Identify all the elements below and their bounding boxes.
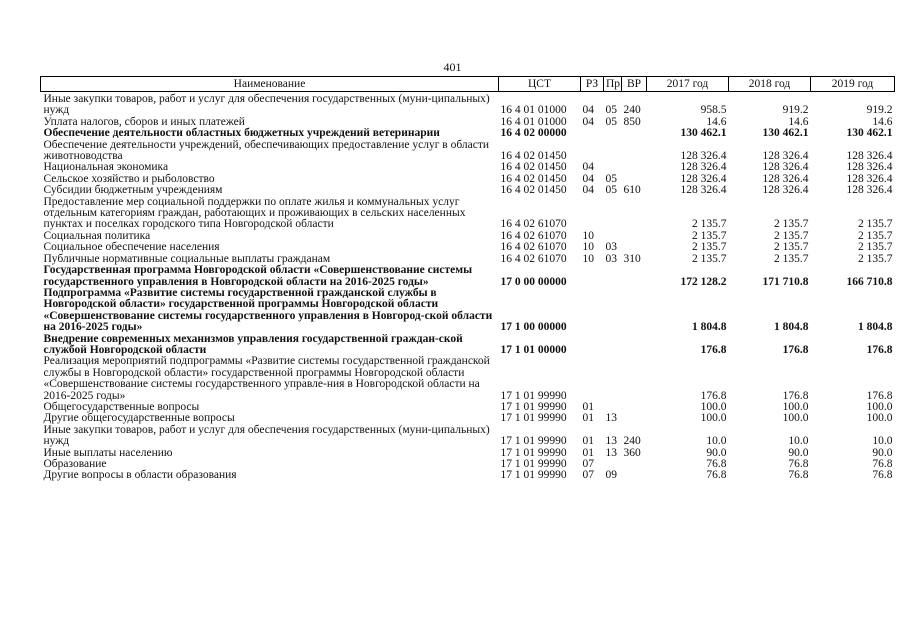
header-name: Наименование (41, 77, 499, 92)
row-2017: 176.8 (700, 343, 727, 356)
row-2019: 100.0 (866, 412, 893, 425)
row-vr (622, 334, 647, 357)
row-pr (604, 288, 622, 334)
row-cst: 16 4 02 01450 (500, 161, 567, 174)
row-2017: 90.0 (706, 446, 727, 459)
row-cst: 16 4 01 01000 (500, 115, 567, 128)
row-name: Сельское хозяйство и рыболовство (43, 172, 215, 185)
row-name: Реализация мероприятий подпрограммы «Развитие системы государственной гражданской службы в Новгородской области» государственной программы Новгородской области «Совершенствование системы государственного управле-ния в Новгородской области на 2016-2025 годы» (43, 355, 490, 402)
row-2018: 1 804.8 (774, 321, 809, 334)
row-2019: 2 135.7 (858, 252, 893, 265)
row-pr: 09 (605, 469, 617, 482)
row-2018: 128 326.4 (762, 172, 809, 185)
row-name: Иные закупки товаров, работ и услуг для обеспечения государственных (муни-ципальных) нужд (43, 423, 490, 448)
row-cst: 16 4 01 01000 (500, 104, 567, 117)
row-2019: 76.8 (872, 458, 893, 470)
row-2019: 10.0 (872, 435, 893, 448)
row-vr: 240 (623, 104, 641, 117)
row-2017: 172 128.2 (680, 275, 727, 288)
row-vr (622, 459, 647, 470)
row-rz (581, 288, 604, 334)
row-2018: 128 326.4 (762, 184, 809, 197)
header-cst: ЦСТ (499, 77, 581, 92)
row-cst: 16 4 02 01450 (500, 172, 567, 185)
row-pr (604, 265, 622, 288)
table-row (41, 242, 895, 253)
row-2019: 128 326.4 (846, 161, 893, 174)
row-cst: 16 4 02 61070 (500, 218, 567, 231)
table-row (41, 140, 895, 163)
row-2018: 176.8 (782, 389, 809, 402)
row-2018: 130 462.1 (762, 127, 809, 140)
row-2017: 128 326.4 (680, 161, 727, 174)
row-rz (581, 356, 604, 402)
row-rz: 04 (582, 161, 594, 174)
row-cst: 17 1 01 99990 (500, 435, 567, 448)
row-pr: 05 (605, 104, 617, 117)
row-2018: 90.0 (788, 446, 809, 459)
row-rz: 07 (582, 458, 594, 470)
row-2017: 2 135.7 (692, 218, 727, 231)
row-rz: 04 (582, 104, 594, 117)
header-vr: ВР (622, 77, 647, 92)
row-cst: 17 1 01 00000 (500, 343, 567, 356)
row-name: Предоставление мер социальной поддержки по оплате жилья и коммунальных услуг отдельным категориям граждан, работающих и проживающих в сельских населенных пунктах и поселках городского типа Новгородской области (43, 195, 466, 231)
row-pr (604, 197, 622, 231)
table-row (41, 92, 895, 117)
header-2019: 2019 год (811, 77, 895, 92)
row-2018: 128 326.4 (762, 161, 809, 174)
row-pr: 13 (605, 412, 617, 425)
row-rz (581, 265, 604, 288)
row-name: Социальное обеспечение населения (43, 241, 220, 254)
row-rz (581, 334, 604, 357)
table-row (41, 185, 895, 196)
row-vr (622, 288, 647, 334)
row-2019: 128 326.4 (846, 184, 893, 197)
row-pr: 03 (605, 241, 617, 254)
row-2019: 1 804.8 (858, 321, 893, 334)
row-rz: 01 (582, 446, 594, 459)
row-name: Национальная экономика (43, 161, 169, 174)
row-pr: 03 (605, 252, 617, 265)
row-rz: 10 (582, 252, 594, 265)
row-name: Субсидии бюджетным учреждениям (43, 184, 223, 197)
row-rz: 04 (582, 184, 594, 197)
row-rz: 01 (582, 400, 594, 413)
row-2018: 76.8 (788, 469, 809, 482)
table-row (41, 470, 895, 481)
row-cst: 17 1 01 99990 (500, 469, 567, 482)
row-cst: 16 4 02 01450 (500, 184, 567, 197)
row-vr (622, 140, 647, 163)
budget-table (40, 76, 895, 482)
row-rz (581, 197, 604, 231)
row-name: Обеспечение деятельности областных бюджетных учреждений ветеринарии (43, 127, 440, 140)
table-row (41, 288, 895, 334)
row-2017: 100.0 (700, 412, 727, 425)
row-cst: 17 1 01 99990 (500, 458, 567, 470)
row-cst: 16 4 02 00000 (500, 127, 567, 140)
row-vr (622, 128, 647, 139)
row-vr (622, 231, 647, 242)
row-2017: 128 326.4 (680, 184, 727, 197)
row-2019: 76.8 (872, 469, 893, 482)
row-vr: 240 (623, 435, 641, 448)
row-vr (622, 470, 647, 481)
row-name: Публичные нормативные социальные выплаты гражданам (43, 252, 331, 265)
row-2019: 166 710.8 (846, 275, 893, 288)
row-2018: 100.0 (782, 412, 809, 425)
row-2018: 2 135.7 (774, 229, 809, 242)
header-rz: РЗ (581, 77, 604, 92)
table-row (41, 425, 895, 448)
row-vr (622, 197, 647, 231)
row-vr: 360 (623, 446, 641, 459)
row-cst: 16 4 02 61070 (500, 229, 567, 242)
row-2019: 130 462.1 (846, 127, 893, 140)
row-2017: 14.6 (706, 115, 727, 128)
row-2017: 10.0 (706, 435, 727, 448)
row-vr (622, 356, 647, 402)
row-2019: 128 326.4 (846, 172, 893, 185)
table-row (41, 197, 895, 231)
table-body (41, 92, 895, 482)
table-row (41, 334, 895, 357)
header-pr: Пр (604, 77, 622, 92)
row-2019: 128 326.4 (846, 150, 893, 163)
header-2017: 2017 год (647, 77, 729, 92)
row-2018: 128 326.4 (762, 150, 809, 163)
row-vr: 610 (623, 184, 641, 197)
row-vr (622, 265, 647, 288)
row-vr: 310 (623, 252, 641, 265)
row-2019: 100.0 (866, 400, 893, 413)
row-cst: 16 4 02 61070 (500, 252, 567, 265)
row-pr (604, 334, 622, 357)
row-name: Другие вопросы в области образования (43, 469, 237, 482)
row-name: Внедрение современных механизмов управления государственной граждан-ской службой Новгородской области (43, 332, 463, 356)
row-pr (604, 356, 622, 402)
row-2017: 2 135.7 (692, 229, 727, 242)
row-2019: 176.8 (866, 343, 893, 356)
row-cst: 16 4 02 61070 (500, 241, 567, 254)
row-pr: 05 (605, 115, 617, 128)
row-2017: 130 462.1 (680, 127, 727, 140)
row-vr (622, 162, 647, 173)
row-cst: 17 1 01 99990 (500, 412, 567, 425)
row-2017: 128 326.4 (680, 172, 727, 185)
row-2018: 176.8 (782, 343, 809, 356)
row-2018: 2 135.7 (774, 218, 809, 231)
row-name: Общегосударственные вопросы (43, 400, 200, 413)
budget-table-container (40, 76, 894, 482)
row-2017: 2 135.7 (692, 241, 727, 254)
row-rz: 10 (582, 229, 594, 242)
row-pr (604, 128, 622, 139)
row-2019: 176.8 (866, 389, 893, 402)
row-vr (622, 402, 647, 413)
row-2017: 2 135.7 (692, 252, 727, 265)
row-2017: 100.0 (700, 400, 727, 413)
row-name: Обеспечение деятельности учреждений, обеспечивающих предоставление услуг в области животноводства (43, 138, 490, 163)
table-row (41, 448, 895, 459)
row-2017: 76.8 (706, 469, 727, 482)
row-pr: 13 (605, 446, 617, 459)
row-pr: 13 (605, 435, 617, 448)
row-cst: 17 1 01 99990 (500, 446, 567, 459)
page-number: 401 (443, 60, 462, 74)
row-name: Уплата налогов, сборов и иных платежей (43, 115, 245, 128)
row-2019: 90.0 (872, 446, 893, 459)
row-name: Государственная программа Новгородской области «Совершенствование системы государственного управления в Новгородской области на 2016-2025 годы» (43, 264, 473, 288)
row-2017: 128 326.4 (680, 150, 727, 163)
row-rz: 01 (582, 412, 594, 425)
row-2017: 958.5 (700, 104, 727, 117)
row-2019: 2 135.7 (858, 241, 893, 254)
table-header (41, 77, 895, 92)
row-rz: 10 (582, 241, 594, 254)
row-rz: 04 (582, 172, 594, 185)
row-cst: 16 4 02 01450 (500, 150, 567, 163)
row-cst: 17 0 00 00000 (500, 275, 567, 288)
row-cst: 17 1 01 99990 (500, 389, 567, 402)
row-cst: 17 1 00 00000 (500, 321, 567, 334)
row-rz (581, 128, 604, 139)
row-2019: 14.6 (872, 115, 893, 128)
table-row (41, 265, 895, 288)
row-2019: 2 135.7 (858, 229, 893, 242)
row-vr (622, 413, 647, 424)
row-cst: 17 1 01 99990 (500, 400, 567, 413)
row-2018: 2 135.7 (774, 241, 809, 254)
row-pr (604, 140, 622, 163)
row-name: Образование (43, 458, 107, 470)
row-2018: 2 135.7 (774, 252, 809, 265)
row-name: Другие общегосударственные вопросы (43, 412, 235, 425)
table-row (41, 356, 895, 402)
row-name: Подпрограмма «Развитие системы государственной гражданской службы в Новгородской области» государственной программы Новгородской области «Совершенствование системы государственного управления в Новгород-ской области на 2016-2025 годы» (43, 286, 493, 334)
row-2017: 76.8 (706, 458, 727, 470)
row-2018: 76.8 (788, 458, 809, 470)
row-rz: 01 (582, 435, 594, 448)
row-vr (622, 242, 647, 253)
row-2017: 176.8 (700, 389, 727, 402)
row-name: Социальная политика (43, 229, 151, 242)
row-2017: 1 804.8 (692, 321, 727, 334)
row-2019: 2 135.7 (858, 218, 893, 231)
row-name: Иные закупки товаров, работ и услуг для обеспечения государственных (муни-ципальных) нужд (43, 93, 490, 117)
row-2018: 919.2 (782, 104, 809, 117)
row-2018: 100.0 (782, 400, 809, 413)
row-2018: 10.0 (788, 435, 809, 448)
row-rz (581, 140, 604, 163)
row-rz: 04 (582, 115, 594, 128)
table-row (41, 128, 895, 139)
row-pr: 05 (605, 184, 617, 197)
row-2018: 171 710.8 (762, 275, 809, 288)
row-rz: 07 (582, 469, 594, 482)
row-2018: 14.6 (788, 115, 809, 128)
row-pr: 05 (605, 172, 617, 185)
row-vr: 850 (623, 115, 641, 128)
row-2019: 919.2 (866, 104, 893, 117)
header-2018: 2018 год (729, 77, 811, 92)
row-name: Иные выплаты населению (43, 446, 173, 459)
